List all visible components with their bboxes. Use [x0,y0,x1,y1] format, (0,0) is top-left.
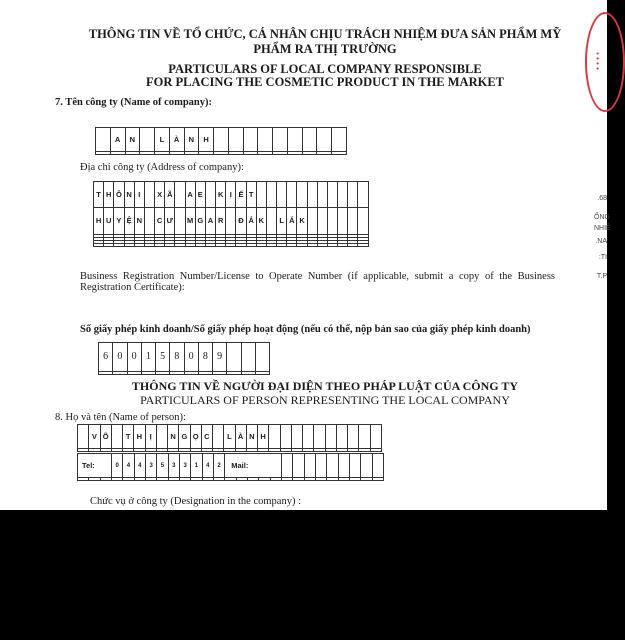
grid-cell[interactable] [100,478,111,481]
grid-cell[interactable] [114,243,124,246]
address-cell[interactable]: L [277,208,287,234]
grid-cell[interactable] [259,478,270,481]
grid-cell[interactable] [100,449,111,452]
address-cell[interactable]: A [185,182,195,208]
address-cell[interactable]: Y [114,208,124,234]
person-name-cell[interactable] [78,425,89,449]
person-name-cell[interactable] [359,425,370,449]
grid-cell[interactable] [199,152,214,155]
tel-digit-cell[interactable]: 4 [134,454,145,478]
tel-digit-cell[interactable]: 4 [202,454,213,478]
grid-cell[interactable] [270,478,281,481]
grid-cell[interactable] [246,449,257,452]
address-cell[interactable]: K [256,208,266,234]
grid-row [96,152,347,155]
grid-cell[interactable] [179,478,190,481]
person-name-cell[interactable]: V [89,425,100,449]
address-cell[interactable]: G [195,208,205,234]
person-name-cell[interactable] [213,425,224,449]
grid-cell[interactable] [202,478,213,481]
grid-cell[interactable] [190,449,201,452]
registration-digit-cell[interactable] [255,343,269,372]
address-cell[interactable]: R [216,208,226,234]
address-cell[interactable]: Ã [165,182,175,208]
address-cell[interactable] [175,182,185,208]
grid-cell[interactable] [327,478,338,481]
address-grid[interactable] [93,181,369,247]
grid-cell[interactable] [104,243,114,246]
grid-cell[interactable] [247,478,258,481]
tel-digit-cell[interactable]: 3 [168,454,179,478]
address-cell[interactable]: Đ [236,208,246,234]
grid-cell[interactable] [113,372,127,375]
grid-cell[interactable] [315,478,326,481]
grid-cell[interactable] [144,243,154,246]
address-cell[interactable] [256,182,266,208]
margin-fragment: ỔNG [594,214,610,221]
grid-cell[interactable] [201,449,212,452]
person-name-cell[interactable]: T [123,425,134,449]
tel-label: Tel: [78,454,112,478]
company-name-cell[interactable] [258,128,273,152]
address-cell[interactable]: Ắ [246,208,256,234]
margin-fragment: .68 [597,195,607,202]
person-name-cell[interactable] [336,425,347,449]
title-vn-line2: PHẨM RA THỊ TRƯỜNG [253,42,397,56]
grid-cell[interactable] [195,243,205,246]
address-cell[interactable] [338,182,348,208]
company-name-cell[interactable] [214,128,229,152]
grid-cell[interactable] [287,152,302,155]
address-cell[interactable]: A [205,208,215,234]
grid-row [99,343,270,372]
grid-cell[interactable] [255,372,269,375]
registration-digit-cell[interactable]: 0 [127,343,141,372]
grid-cell[interactable] [348,449,359,452]
grid-cell[interactable] [213,449,224,452]
address-cell[interactable] [317,208,327,234]
mail-label: Mail: [225,454,282,478]
grid-cell[interactable] [78,449,89,452]
person-name-cell[interactable] [156,425,167,449]
grid-cell[interactable] [185,243,195,246]
grid-row [94,208,369,234]
grid-cell[interactable] [297,243,307,246]
grid-cell[interactable] [281,478,292,481]
grid-cell[interactable] [227,372,241,375]
person-name-cell[interactable]: L [224,425,235,449]
person-name-cell[interactable] [269,425,280,449]
mail-cell[interactable] [315,454,326,478]
address-cell[interactable]: H [94,208,104,234]
grid-cell[interactable] [304,478,315,481]
person-name-cell[interactable]: H [258,425,269,449]
grid-cell[interactable] [224,449,235,452]
company-name-label: 7. Tên công ty (Name of company): [55,97,212,108]
company-name-cell[interactable]: À [169,128,184,152]
registration-digit-cell[interactable]: 6 [99,343,113,372]
address-cell[interactable] [175,208,185,234]
grid-cell[interactable] [175,243,185,246]
address-cell[interactable] [327,182,337,208]
grid-cell[interactable] [110,152,125,155]
address-label: Địa chỉ công ty (Address of company): [80,162,244,173]
address-cell[interactable] [226,208,236,234]
tel-digit-cell[interactable]: 3 [179,454,190,478]
tel-digit-cell[interactable]: 4 [123,454,134,478]
grid-cell[interactable] [348,243,358,246]
grid-cell[interactable] [111,478,122,481]
grid-cell[interactable] [349,478,360,481]
grid-cell[interactable] [156,449,167,452]
title-en-line2: FOR PLACING THE COSMETIC PRODUCT IN THE MARKET [145,75,505,89]
person-name-cell[interactable] [280,425,291,449]
grid-cell[interactable] [327,243,337,246]
address-cell[interactable]: H [104,182,114,208]
designation-label: Chức vụ ở công ty (Designation in the company) : [90,496,301,507]
registration-digit-cell[interactable]: 0 [184,343,198,372]
person-name-cell[interactable] [111,425,122,449]
grid-cell[interactable] [156,372,170,375]
address-cell[interactable]: N [124,182,134,208]
grid-cell[interactable] [205,243,215,246]
address-cell[interactable] [297,182,307,208]
mail-cell[interactable] [304,454,315,478]
grid-cell[interactable] [303,449,314,452]
tel-digit-cell[interactable]: 2 [213,454,224,478]
person-name-cell[interactable]: Õ [100,425,111,449]
grid-cell[interactable] [155,152,170,155]
grid-cell[interactable] [214,152,229,155]
address-cell[interactable]: Ô [114,182,124,208]
company-name-cell[interactable] [302,128,317,152]
address-cell[interactable]: C [155,208,165,234]
grid-cell[interactable] [266,243,276,246]
registration-digit-cell[interactable]: 8 [198,343,212,372]
grid-cell[interactable] [124,243,134,246]
grid-cell[interactable] [145,449,156,452]
grid-cell[interactable] [191,478,202,481]
person-name-cell[interactable]: N [246,425,257,449]
grid-row [78,449,382,452]
grid-cell[interactable] [125,152,140,155]
grid-cell[interactable] [241,372,255,375]
grid-cell[interactable] [155,243,165,246]
person-name-cell[interactable]: G [179,425,190,449]
address-cell[interactable] [327,208,337,234]
person-name-label: 8. Họ và tên (Name of person): [55,412,186,423]
grid-cell[interactable] [246,243,256,246]
mail-cell[interactable] [281,454,292,478]
grid-cell[interactable] [78,478,89,481]
grid-cell[interactable] [358,243,369,246]
grid-cell[interactable] [359,449,370,452]
grid-cell[interactable] [325,449,336,452]
margin-fragment: .NA [595,238,607,245]
grid-cell[interactable] [179,449,190,452]
grid-cell[interactable] [134,478,145,481]
representative-title-en: PARTICULARS OF PERSON REPRESENTING THE LOCAL COMPANY [140,393,510,407]
grid-cell[interactable] [317,243,327,246]
tel-digit-cell[interactable]: 5 [157,454,168,478]
grid-cell[interactable] [258,152,273,155]
person-name-grid[interactable] [77,424,382,452]
grid-cell[interactable] [168,478,179,481]
address-cell[interactable] [287,182,297,208]
margin-fragment: T.P [596,273,607,280]
grid-cell[interactable] [370,449,382,452]
grid-cell[interactable] [140,152,155,155]
grid-cell[interactable] [168,449,179,452]
address-cell[interactable] [338,208,348,234]
grid-cell[interactable] [314,449,325,452]
company-name-cell[interactable]: A [110,128,125,152]
grid-row [96,128,347,152]
grid-cell[interactable] [198,372,212,375]
address-cell[interactable] [358,182,369,208]
person-name-cell[interactable]: À [235,425,246,449]
grid-cell[interactable] [338,243,348,246]
person-name-cell[interactable]: H [134,425,145,449]
person-name-cell[interactable] [348,425,359,449]
grid-cell[interactable] [213,478,224,481]
grid-cell[interactable] [236,243,246,246]
grid-cell[interactable] [127,372,141,375]
grid-cell[interactable] [184,372,198,375]
grid-cell[interactable] [94,243,104,246]
grid-cell[interactable] [307,243,317,246]
person-name-cell[interactable]: Ị [145,425,156,449]
address-cell[interactable] [266,208,276,234]
grid-row [99,372,270,375]
grid-cell[interactable] [213,372,227,375]
registration-text-en: Business Registration Number/License to Operate Number (if applicable, submit a copy of the Business Registration Certificate): [80,271,555,293]
registration-digit-cell[interactable]: 5 [156,343,170,372]
grid-cell[interactable] [336,449,347,452]
mail-cell[interactable] [349,454,360,478]
person-name-cell[interactable] [370,425,382,449]
grid-cell[interactable] [228,152,243,155]
company-name-grid[interactable] [95,127,347,155]
grid-cell[interactable] [317,152,332,155]
grid-cell[interactable] [361,478,372,481]
grid-cell[interactable] [99,372,113,375]
company-name-cell[interactable]: N [184,128,199,152]
company-name-cell[interactable] [140,128,155,152]
person-name-cell[interactable] [303,425,314,449]
address-cell[interactable]: Ư [165,208,175,234]
registration-digit-cell[interactable] [241,343,255,372]
mail-cell[interactable] [338,454,349,478]
address-cell[interactable]: I [134,182,144,208]
company-name-cell[interactable] [96,128,111,152]
grid-cell[interactable] [332,152,347,155]
address-cell[interactable]: K [216,182,226,208]
company-name-cell[interactable] [273,128,288,152]
grid-cell[interactable] [134,449,145,452]
grid-cell[interactable] [225,478,236,481]
company-name-cell[interactable]: L [155,128,170,152]
grid-row [94,243,369,246]
company-name-cell[interactable]: N [125,128,140,152]
address-cell[interactable]: T [246,182,256,208]
grid-cell[interactable] [269,449,280,452]
margin-fragment: NHIỆ [594,225,611,232]
address-cell[interactable] [277,182,287,208]
grid-cell[interactable] [280,449,291,452]
title-vn-line1: THÔNG TIN VỀ TỔ CHỨC, CÁ NHÂN CHỊU TRÁCH NHIỆM ĐƯA SẢN PHẨM MỸ [88,27,562,41]
tel-digit-cell[interactable]: 3 [145,454,156,478]
registration-digit-cell[interactable]: 9 [213,343,227,372]
grid-cell[interactable] [256,243,266,246]
address-cell[interactable]: Ệ [124,208,134,234]
registration-text-vn: Số giấy phép kinh doanh/Số giấy phép hoạt động (nếu có thể, nộp bản sao của giấy phép kinh doanh) [80,324,531,335]
address-cell[interactable]: N [134,208,144,234]
address-cell[interactable]: T [94,182,104,208]
address-cell[interactable]: Ắ [287,208,297,234]
company-name-cell[interactable] [317,128,332,152]
grid-cell[interactable] [216,243,226,246]
tel-digit-cell[interactable]: 1 [191,454,202,478]
grid-cell[interactable] [141,372,155,375]
person-name-cell[interactable]: Ọ [190,425,201,449]
registration-text [80,271,555,293]
seal-stamp-text: • • • • [593,52,602,70]
grid-cell[interactable] [134,243,144,246]
grid-cell[interactable] [123,478,134,481]
person-name-cell[interactable]: C [201,425,212,449]
address-cell[interactable] [144,208,154,234]
grid-cell[interactable] [96,152,111,155]
grid-row [78,425,382,449]
person-name-cell[interactable] [291,425,302,449]
grid-cell[interactable] [258,449,269,452]
address-cell[interactable]: Ế [236,182,246,208]
grid-row [78,478,384,481]
grid-row [78,454,384,478]
company-name-cell[interactable] [228,128,243,152]
address-cell[interactable] [266,182,276,208]
company-name-cell[interactable] [243,128,258,152]
address-cell[interactable] [144,182,154,208]
grid-cell[interactable] [157,478,168,481]
title-en [60,63,590,89]
grid-cell[interactable] [302,152,317,155]
registration-digit-cell[interactable]: 1 [141,343,155,372]
grid-cell[interactable] [184,152,199,155]
company-name-cell[interactable]: H [199,128,214,152]
address-cell[interactable]: U [104,208,114,234]
registration-digit-cell[interactable]: 0 [113,343,127,372]
company-name-cell[interactable] [287,128,302,152]
grid-cell[interactable] [169,152,184,155]
registration-digit-cell[interactable]: 8 [170,343,184,372]
address-cell[interactable]: X [155,182,165,208]
mail-cell[interactable] [293,454,304,478]
address-cell[interactable]: K [297,208,307,234]
seal-stamp [585,12,625,112]
company-name-cell[interactable] [332,128,347,152]
address-cell[interactable] [205,182,215,208]
title-vn [60,27,590,57]
address-cell[interactable] [307,208,317,234]
address-cell[interactable]: E [195,182,205,208]
registration-number-grid[interactable] [98,342,270,375]
grid-cell[interactable] [89,449,100,452]
person-name-cell[interactable] [314,425,325,449]
title-en-line1: PARTICULARS OF LOCAL COMPANY RESPONSIBLE [168,62,482,76]
address-cell[interactable]: I [226,182,236,208]
grid-cell[interactable] [372,478,383,481]
grid-cell[interactable] [293,478,304,481]
tel-digit-cell[interactable]: 0 [111,454,122,478]
grid-cell[interactable] [170,372,184,375]
grid-row [94,182,369,208]
address-cell[interactable] [307,182,317,208]
address-cell[interactable] [358,208,369,234]
grid-cell[interactable] [145,478,156,481]
grid-cell[interactable] [291,449,302,452]
grid-cell[interactable] [236,478,247,481]
grid-cell[interactable] [235,449,246,452]
grid-cell[interactable] [165,243,175,246]
representative-title-vn: THÔNG TIN VỀ NGƯỜI ĐẠI DIỆN THEO PHÁP LUẬT CỦA CÔNG TY [131,379,519,393]
grid-cell[interactable] [89,478,100,481]
grid-cell[interactable] [277,243,287,246]
address-cell[interactable] [317,182,327,208]
address-cell[interactable] [348,208,358,234]
registration-digit-cell[interactable] [227,343,241,372]
address-cell[interactable] [348,182,358,208]
mail-cell[interactable] [372,454,383,478]
grid-cell[interactable] [243,152,258,155]
grid-cell[interactable] [273,152,288,155]
tel-mail-grid[interactable] [77,453,384,481]
grid-cell[interactable] [111,449,122,452]
grid-cell[interactable] [338,478,349,481]
mail-cell[interactable] [361,454,372,478]
person-name-cell[interactable] [325,425,336,449]
grid-cell[interactable] [287,243,297,246]
grid-cell[interactable] [123,449,134,452]
margin-fragment: :TI [598,254,607,261]
address-cell[interactable]: M [185,208,195,234]
grid-cell[interactable] [226,243,236,246]
mail-cell[interactable] [327,454,338,478]
person-name-cell[interactable]: N [168,425,179,449]
